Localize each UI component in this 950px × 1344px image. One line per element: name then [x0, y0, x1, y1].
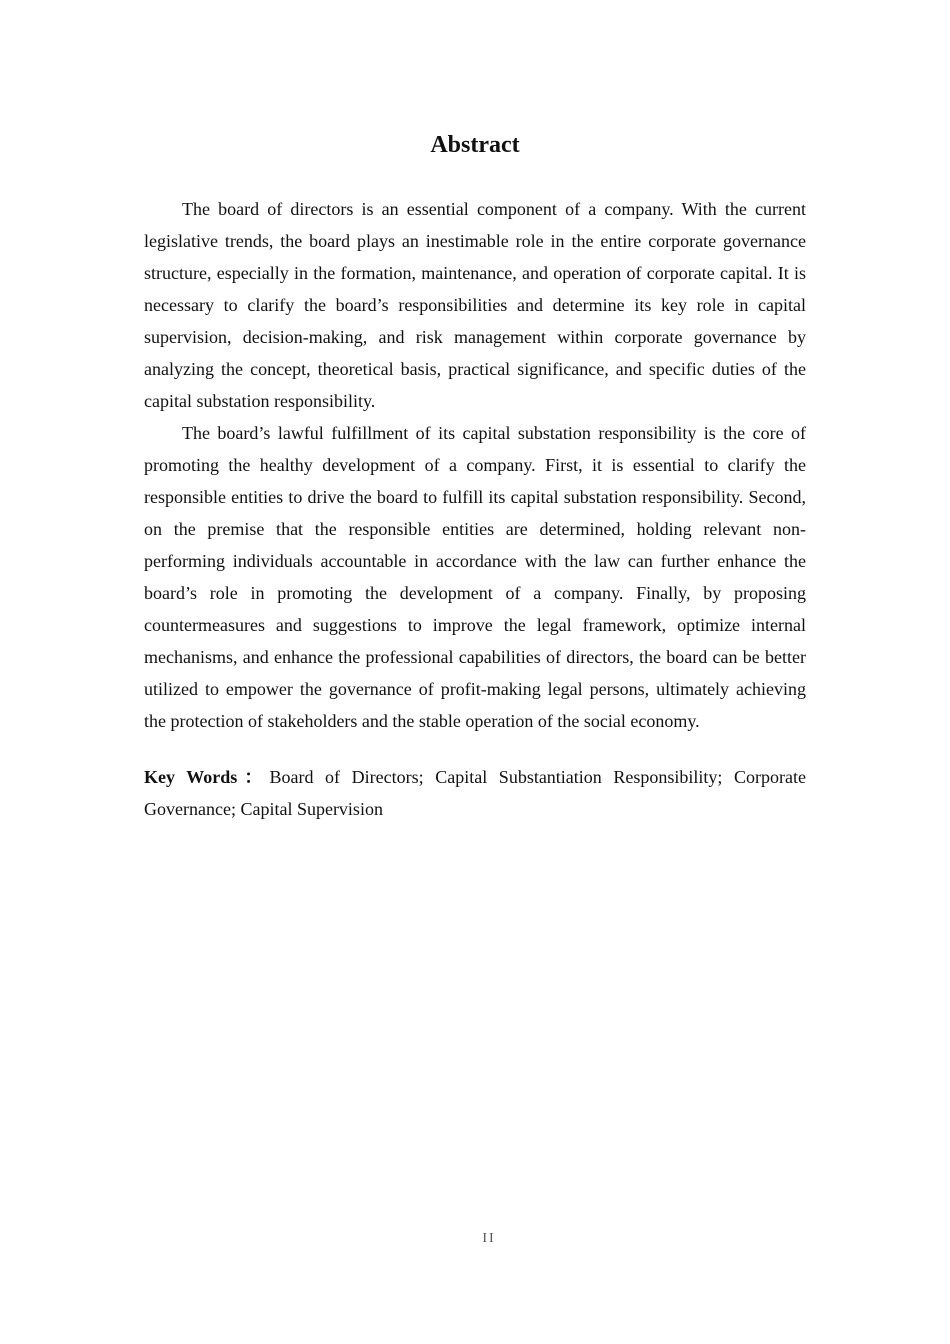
page-title: Abstract — [430, 132, 520, 158]
keywords-label: Key Words： — [144, 767, 270, 787]
abstract-paragraph-2: The board’s lawful fulfillment of its capital substation responsibility is the core of promoting the healthy development of a company. First, it is essential to clarify the responsible entities to drive the board to fulfill its capital substation responsibility. Second, on the premise that the responsible entities are determined, holding relevant non-performing individuals accountable in accordance with the law can further enhance the board’s role in promoting the development of a company. Finally, by proposing countermeasures and suggestions to improve the legal framework, optimize internal mechanisms, and enhance the professional capabilities of directors, the board can be better utilized to empower the governance of profit-making legal persons, ultimately achieving the protection of stakeholders and the stable operation of the social economy. — [144, 423, 806, 731]
abstract-body — [144, 193, 806, 737]
keywords-line — [144, 761, 806, 825]
page-number: II — [482, 1231, 496, 1246]
abstract-paragraph-1: The board of directors is an essential component of a company. With the current legislative trends, the board plays an inestimable role in the entire corporate governance structure, especially in the formation, maintenance, and operation of corporate capital. It is necessary to clarify the board’s responsibilities and determine its key role in capital supervision, decision-making, and risk management within corporate governance by analyzing the concept, theoretical basis, practical significance, and specific duties of the capital substation responsibility. — [144, 199, 806, 411]
keywords-text: Board of Directors; Capital Substantiation Responsibility; Corporate Governance; Capital Supervision — [144, 767, 806, 819]
